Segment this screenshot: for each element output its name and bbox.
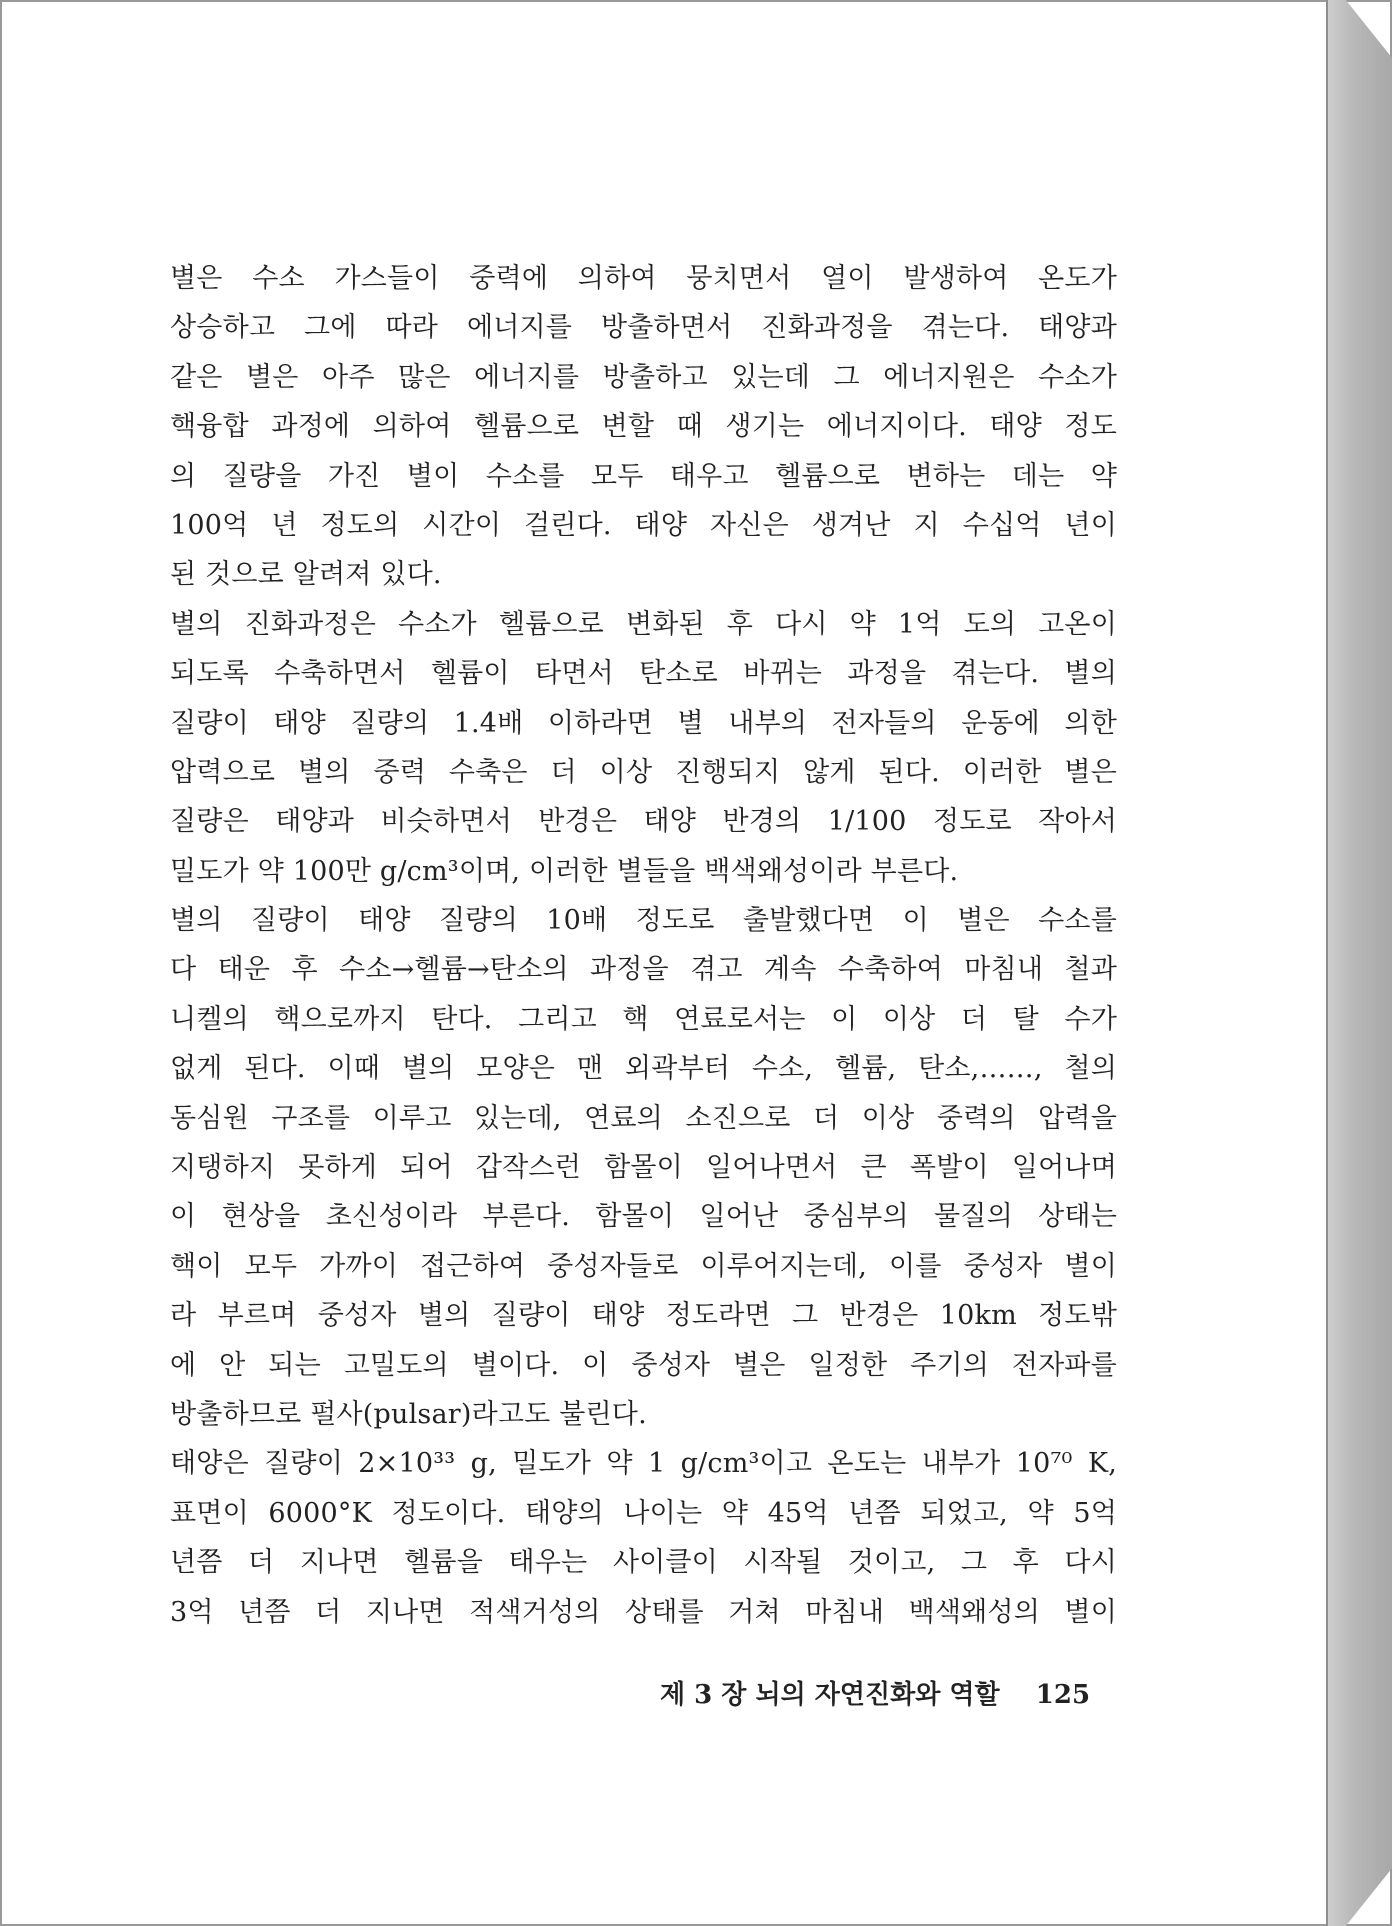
- text-line: 핵이 모두 가까이 접근하여 중성자들로 이루어지는데, 이를 중성자 별이: [170, 1250, 1117, 1282]
- text-line: 100억 년 정도의 시간이 걸린다. 태양 자신은 생겨난 지 수십억 년이: [170, 509, 1117, 541]
- text-line: 다 태운 후 수소→헬륨→탄소의 과정을 겪고 계속 수축하여 마침내 철과: [170, 954, 1117, 986]
- text-line: 태양은 질량이 2×10³³ g, 밀도가 약 1 g/cm³이고 온도는 내부가 10⁷⁰ K,: [170, 1448, 1117, 1480]
- book-page: [20, 18, 1320, 1906]
- text-line: 질량은 태양과 비슷하면서 반경은 태양 반경의 1/100 정도로 작아서: [170, 806, 1117, 838]
- text-line: 되도록 수축하면서 헬륨이 타면서 탄소로 바뀌는 과정을 겪는다. 별의: [170, 658, 1117, 690]
- text-line: 년쯤 더 지나면 헬륨을 태우는 사이클이 시작될 것이고, 그 후 다시: [170, 1547, 1117, 1579]
- text-line: 에 안 되는 고밀도의 별이다. 이 중성자 별은 일정한 주기의 전자파를: [170, 1349, 1117, 1381]
- text-line: 별의 질량이 태양 질량의 10배 정도로 출발했다면 이 별은 수소를: [170, 905, 1117, 937]
- page-stack-edge: [1326, 0, 1392, 1926]
- page-number: 125: [1035, 1680, 1091, 1710]
- text-line: 상승하고 그에 따라 에너지를 방출하면서 진화과정을 겪는다. 태양과: [170, 312, 1117, 344]
- text-line: 핵융합 과정에 의하여 헬륨으로 변할 때 생기는 에너지이다. 태양 정도: [170, 411, 1117, 443]
- text-line: 라 부르며 중성자 별의 질량이 태양 정도라면 그 반경은 10km 정도밖: [170, 1300, 1117, 1332]
- text-line: 없게 된다. 이때 별의 모양은 맨 외곽부터 수소, 헬륨, 탄소,……, 철의: [170, 1053, 1117, 1085]
- text-line: 별은 수소 가스들이 중력에 의하여 뭉치면서 열이 발생하여 온도가: [170, 263, 1117, 294]
- body-text: [170, 254, 1117, 1637]
- text-line: 방출하므로 펄사(pulsar)라고도 불린다.: [170, 1398, 647, 1430]
- text-line: 의 질량을 가진 별이 수소를 모두 태우고 헬륨으로 변하는 데는 약: [170, 460, 1117, 492]
- text-line: 니켈의 핵으로까지 탄다. 그리고 핵 연료로서는 이 이상 더 탈 수가: [170, 1003, 1117, 1035]
- text-line: 된 것으로 알려져 있다.: [170, 559, 442, 591]
- text-line: 3억 년쯤 더 지나면 적색거성의 상태를 거쳐 마침내 백색왜성의 별이: [170, 1596, 1117, 1628]
- text-line: 동심원 구조를 이루고 있는데, 연료의 소진으로 더 이상 중력의 압력을: [170, 1102, 1117, 1134]
- page-edge-line: [1326, 0, 1328, 1926]
- text-line: 별의 진화과정은 수소가 헬륨으로 변화된 후 다시 약 1억 도의 고온이: [170, 608, 1117, 640]
- text-line: 밀도가 약 100만 g/cm³이며, 이러한 별들을 백색왜성이라 부른다.: [170, 855, 959, 887]
- chapter-title: 제 3 장 뇌의 자연진화와 역할: [660, 1680, 1000, 1710]
- text-line: 표면이 6000°K 정도이다. 태양의 나이는 약 45억 년쯤 되었고, 약 5억: [170, 1497, 1117, 1529]
- page-footer: [660, 1674, 1090, 1711]
- text-line: 같은 별은 아주 많은 에너지를 방출하고 있는데 그 에너지원은 수소가: [170, 361, 1117, 393]
- text-line: 이 현상을 초신성이라 부른다. 함몰이 일어난 중심부의 물질의 상태는: [170, 1201, 1117, 1233]
- text-line: 압력으로 별의 중력 수축은 더 이상 진행되지 않게 된다. 이러한 별은: [170, 756, 1117, 788]
- text-line: 지탱하지 못하게 되어 갑작스런 함몰이 일어나면서 큰 폭발이 일어나며: [170, 1152, 1117, 1184]
- text-line: 질량이 태양 질량의 1.4배 이하라면 별 내부의 전자들의 운동에 의한: [170, 707, 1117, 739]
